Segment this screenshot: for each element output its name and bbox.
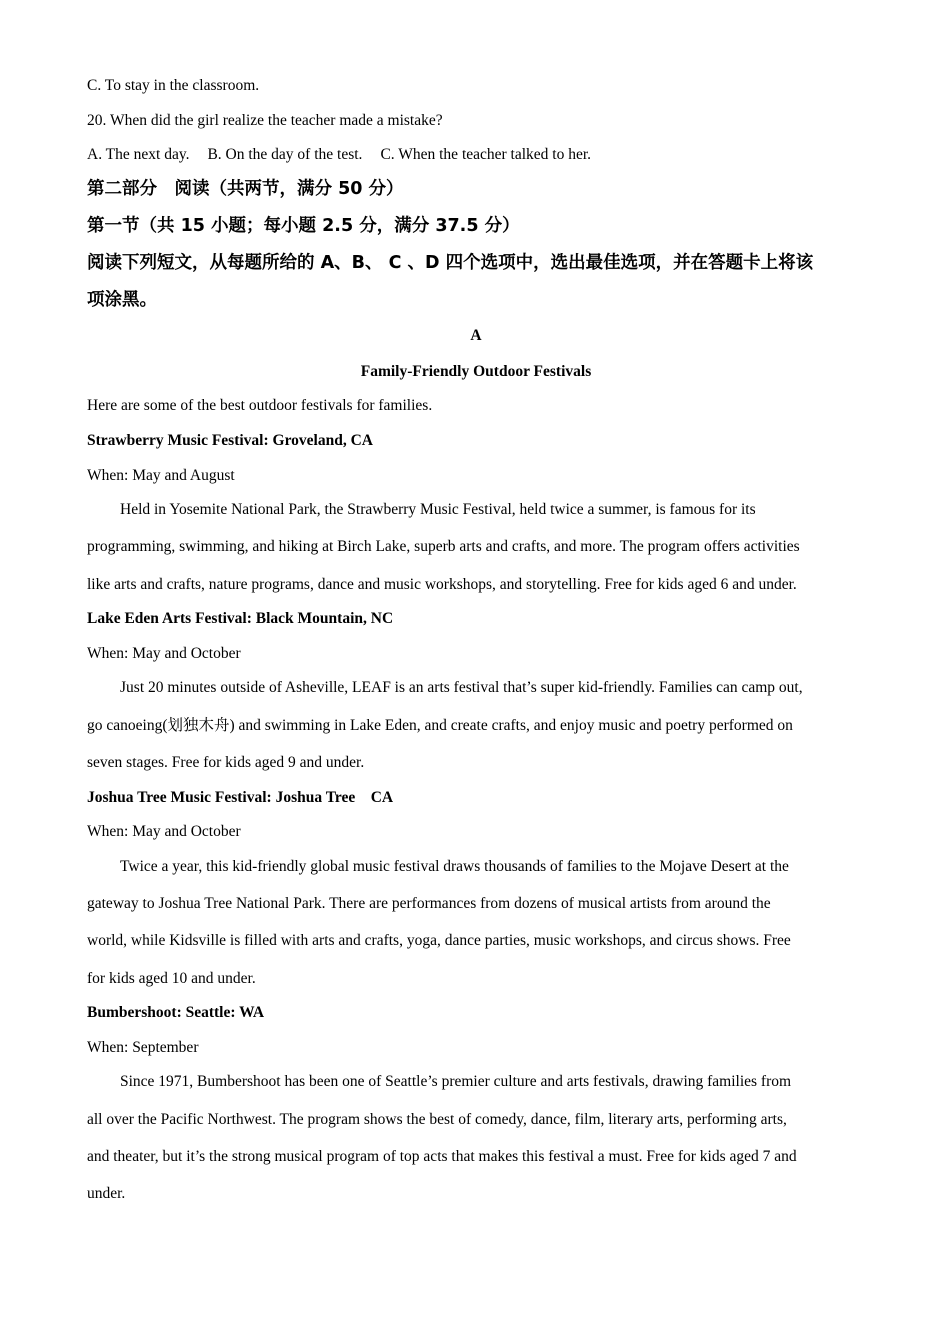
passage-letter: A xyxy=(470,327,482,344)
festival-4-line-2: all over the Pacific Northwest. The program shows the best of comedy, dance, film, literary arts, performing arts, xyxy=(87,1111,787,1128)
festival-2-line-3: seven stages. Free for kids aged 9 and under. xyxy=(87,754,365,771)
subsection-title: 第一节（共 15 小题；每小题 2.5 分，满分 37.5 分） xyxy=(87,216,520,236)
q20-option-b: B. On the day of the test. xyxy=(207,146,363,163)
festival-2-name: Lake Eden Arts Festival: Black Mountain, NC xyxy=(87,610,394,627)
festival-4-line-3: and theater, but it’s the strong musical program of top acts that makes this festival a must. Free for kids aged 7 and xyxy=(87,1148,797,1165)
passage-intro: Here are some of the best outdoor festivals for families. xyxy=(87,397,433,414)
q20-option-c: C. When the teacher talked to her. xyxy=(380,146,592,163)
festival-3-line-3: world, while Kidsville is filled with arts and crafts, yoga, dance parties, music workshops, and circus shows. Free xyxy=(87,932,791,949)
q19-option-c: C. To stay in the classroom. xyxy=(87,77,260,94)
festival-3-name: Joshua Tree Music Festival: Joshua Tree CA xyxy=(87,789,394,806)
festival-3-line-1: Twice a year, this kid-friendly global music festival draws thousands of families to the Mojave Desert at the xyxy=(120,858,789,875)
festival-2-when: When: May and October xyxy=(87,645,241,662)
instruction-line-1: 阅读下列短文，从每题所给的 A、B、 C 、D 四个选项中，选出最佳选项，并在答题卡上将该 xyxy=(87,253,814,273)
q20-stem: 20. When did the girl realize the teacher made a mistake? xyxy=(87,112,443,129)
festival-1-when: When: May and August xyxy=(87,467,235,484)
festival-3-line-2: gateway to Joshua Tree National Park. There are performances from dozens of musical artists from around the xyxy=(87,895,771,912)
festival-4-line-4: under. xyxy=(87,1185,126,1202)
part-title: 第二部分 阅读（共两节，满分 50 分） xyxy=(87,179,404,199)
festival-3-line-4: for kids aged 10 and under. xyxy=(87,970,256,987)
q20-option-a: A. The next day. xyxy=(87,146,190,163)
festival-4-name: Bumbershoot: Seattle: WA xyxy=(87,1004,265,1021)
festival-1-line-2: programming, swimming, and hiking at Birch Lake, superb arts and crafts, and more. The program offers activities xyxy=(87,538,800,555)
festival-1-line-1: Held in Yosemite National Park, the Strawberry Music Festival, held twice a summer, is famous for its xyxy=(120,501,756,518)
festival-1-name: Strawberry Music Festival: Groveland, CA xyxy=(87,432,373,449)
q20-options xyxy=(87,145,591,165)
festival-3-when: When: May and October xyxy=(87,823,241,840)
festival-4-when: When: September xyxy=(87,1039,199,1056)
festival-2-line-2: go canoeing(划独木舟) and swimming in Lake Eden, and create crafts, and enjoy music and poetry performed on xyxy=(87,717,793,734)
festival-4-line-1: Since 1971, Bumbershoot has been one of Seattle’s premier culture and arts festivals, drawing families from xyxy=(120,1073,792,1090)
passage-title: Family-Friendly Outdoor Festivals xyxy=(360,363,592,380)
festival-2-line-1: Just 20 minutes outside of Asheville, LEAF is an arts festival that’s super kid-friendly. Families can camp out, xyxy=(120,679,803,696)
festival-1-line-3: like arts and crafts, nature programs, dance and music workshops, and storytelling. Free for kids aged 6 and under. xyxy=(87,576,797,593)
instruction-line-2: 项涂黑。 xyxy=(87,290,157,310)
